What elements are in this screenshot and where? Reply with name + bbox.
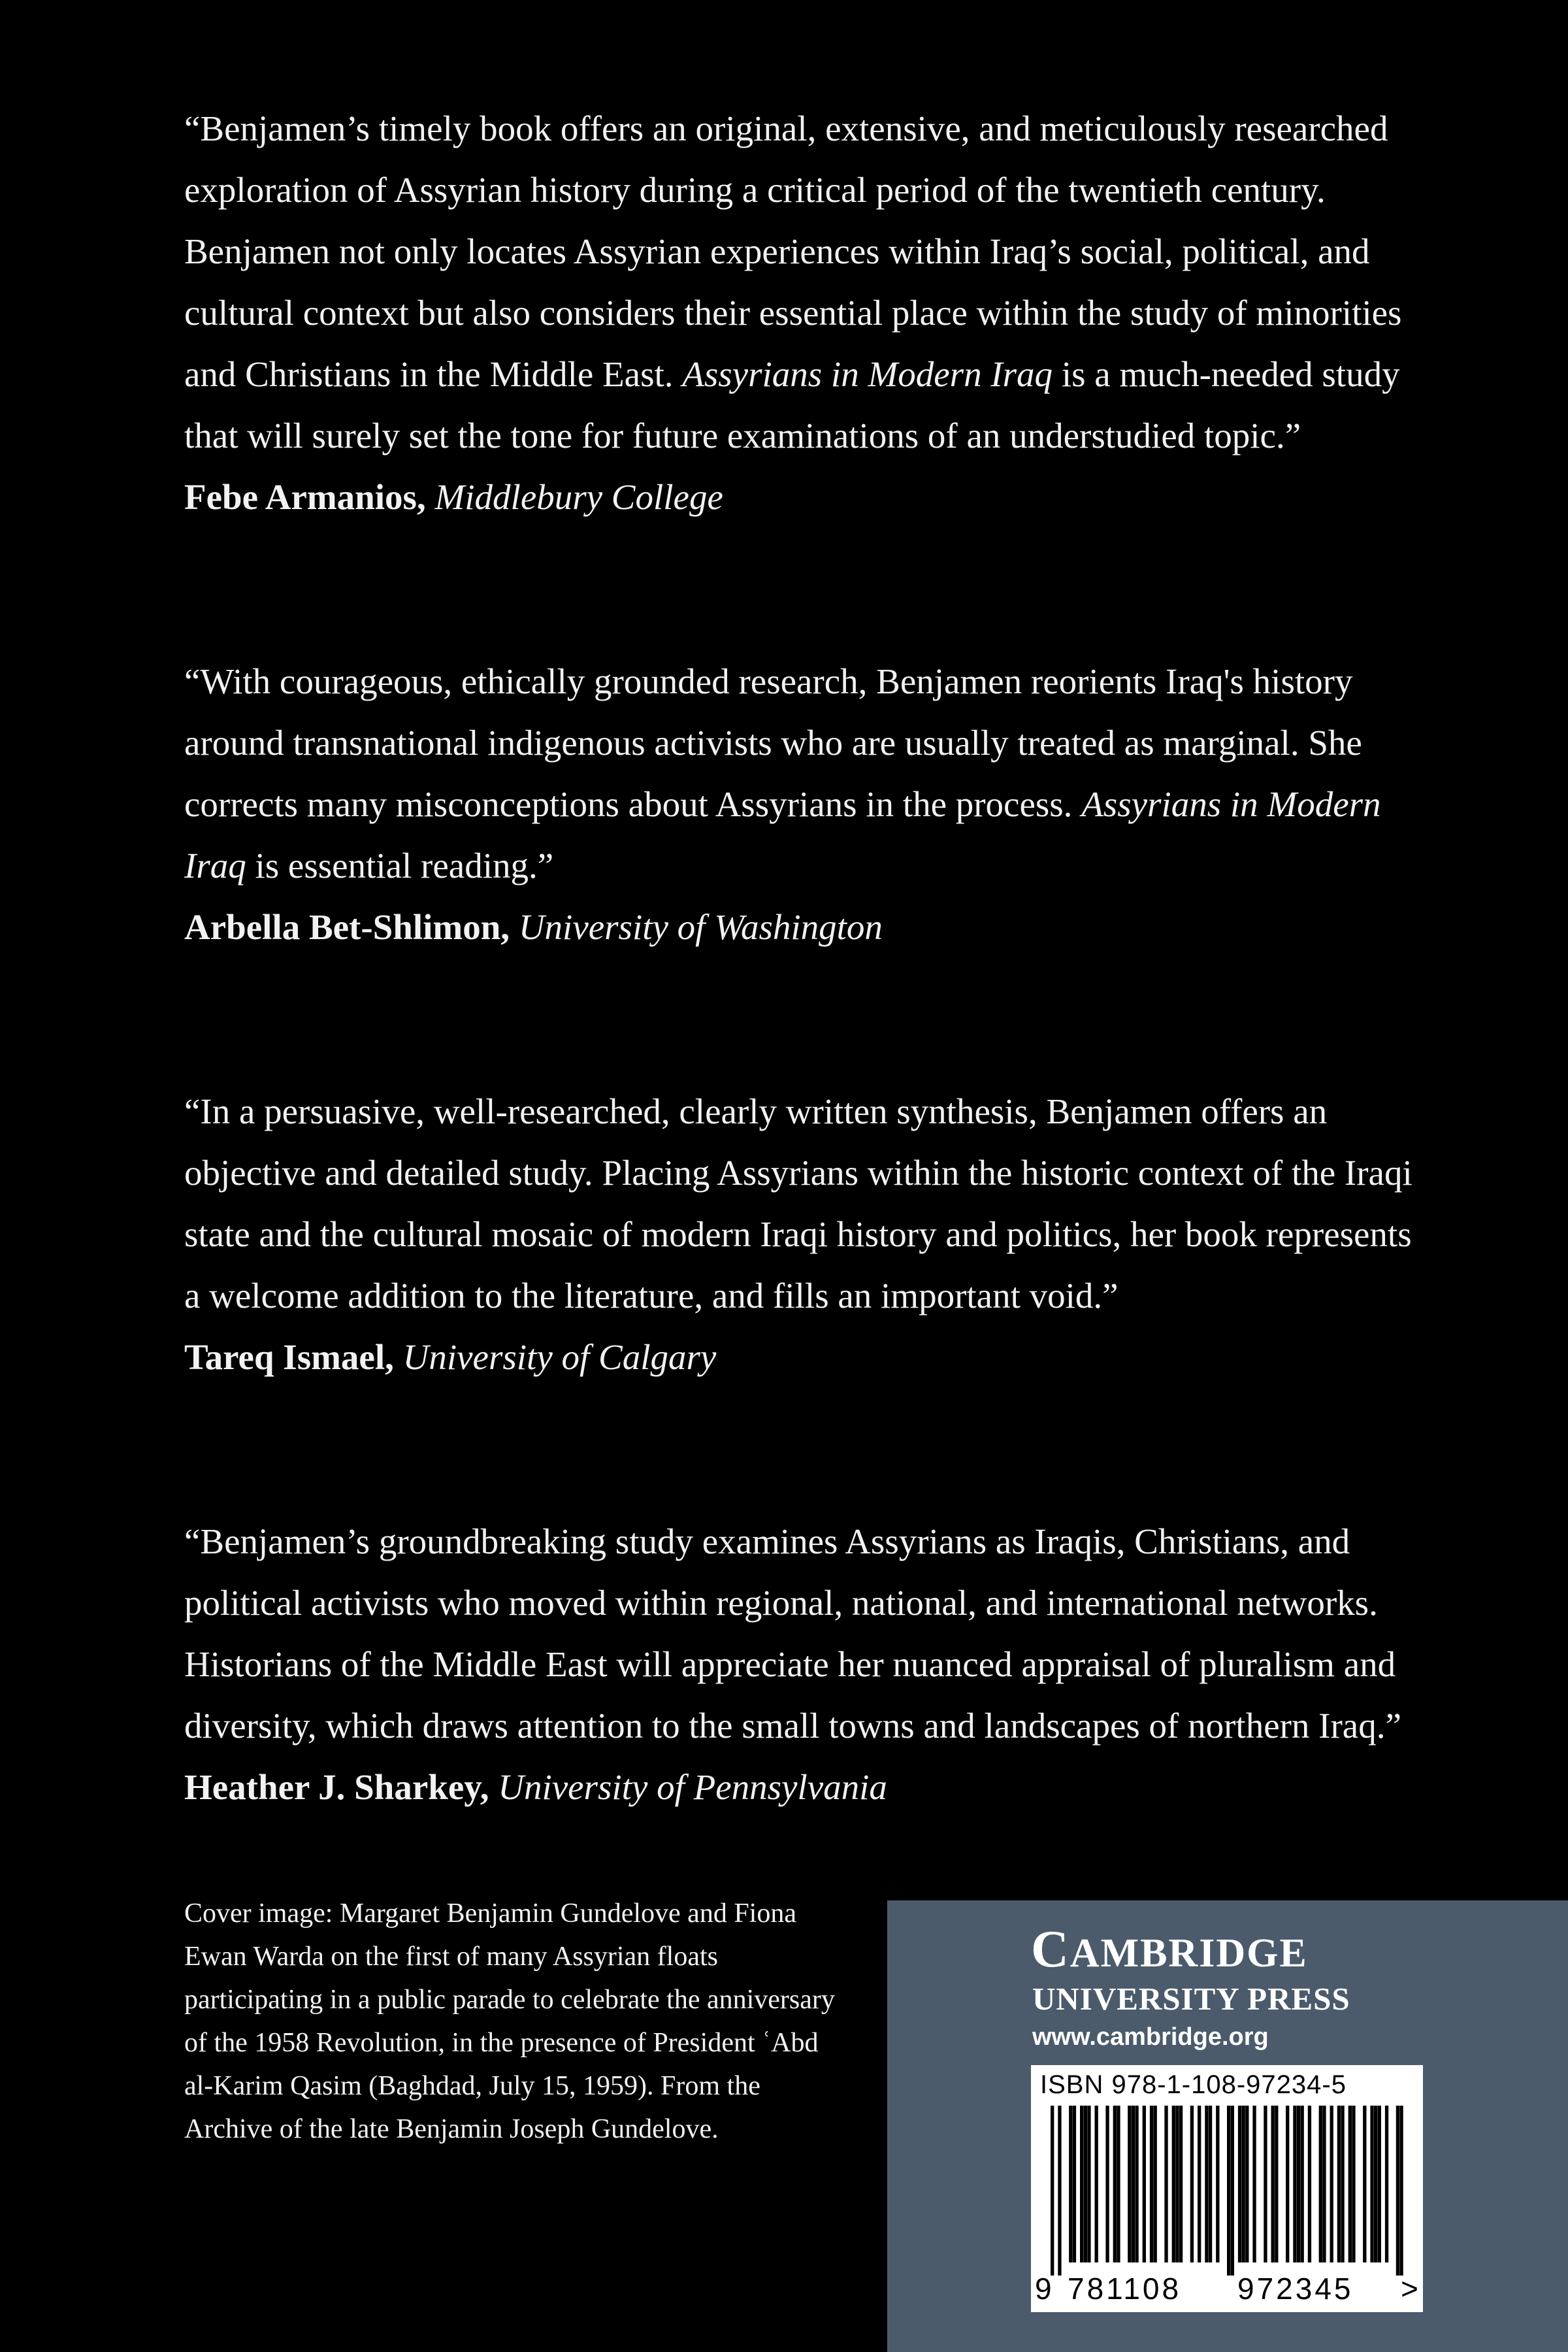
publisher-subtitle: UNIVERSITY PRESS — [1032, 1981, 1350, 2017]
barcode-bar — [1385, 2106, 1388, 2262]
barcode-bar — [1271, 2106, 1275, 2262]
barcode-bar — [1297, 2106, 1300, 2262]
barcode-bar — [1242, 2106, 1245, 2262]
endorsement-quote: “With courageous, ethically grounded research, Benjamen reorients Iraq's history around transnational indigenous activists who are usually treated as marginal. She corrects many misconceptions about Assyrians in the process. Assyrians in Modern Iraq is essential reading.” — [184, 661, 1381, 886]
barcode-digit-first: 9 — [1035, 2272, 1052, 2306]
barcode-digits-right: 972345 — [1237, 2272, 1354, 2306]
barcode-bar — [1245, 2106, 1249, 2262]
publisher-logo: CAMBRIDGE — [1031, 1921, 1308, 1978]
endorsement-quote: “In a persuasive, well-researched, clearly written synthesis, Benjamen offers an objective and detailed study. Placing Assyrians within the historic context of the Iraqi state and the cultural mosaic of modern Iraqi history and politics, her book represents a welcome addition to the literature, and fills an important void.” — [184, 1091, 1413, 1316]
barcode-bars — [1051, 2106, 1403, 2276]
barcode-bar — [1132, 2106, 1135, 2262]
barcode-bar — [1105, 2106, 1109, 2262]
barcode-bar — [1370, 2106, 1373, 2262]
endorsement-quote: “Benjamen’s timely book offers an original, extensive, and meticulously researched exploration of Assyrian history during a critical period of the twentieth century. Benjamen not only locates Assyrian experiences within Iraq’s social, political, and cultural context but also considers their essential place within the study of minorities and Christians in the Middle East. Assyrians in Modern Iraq is a much-needed study that will surely set the tone for future examinations of an understudied topic.” — [184, 108, 1402, 455]
barcode-bar — [1190, 2106, 1194, 2262]
barcode-bar — [1087, 2106, 1090, 2262]
endorser-institution: University of Calgary — [402, 1337, 717, 1377]
barcode-bar — [1179, 2106, 1183, 2262]
barcode-bar — [1080, 2106, 1083, 2262]
barcode-bar — [1322, 2106, 1326, 2262]
barcode-bar — [1374, 2106, 1377, 2262]
endorsement-3 — [184, 1081, 1426, 1388]
endorsement-attribution — [184, 1327, 1426, 1388]
barcode-arrow: > — [1401, 2272, 1418, 2306]
endorsement-2 — [184, 651, 1426, 958]
endorsement-quote: “Benjamen’s groundbreaking study examines Assyrians as Iraqis, Christians, and political activists who moved within regional, national, and international networks. Historians of the Middle East will appreciate her nuanced appraisal of pluralism and diversity, which draws attention to the small towns and landscapes of northern Iraq.” — [184, 1521, 1401, 1746]
barcode-bar — [1227, 2106, 1230, 2276]
endorsements — [184, 98, 1426, 1818]
barcode-bar — [1095, 2106, 1098, 2262]
endorsement-4 — [184, 1511, 1426, 1818]
book-title: Assyrians in Modern Iraq — [682, 354, 1053, 394]
barcode-bar — [1084, 2106, 1087, 2262]
barcode-bar — [1348, 2106, 1352, 2262]
barcode-bar — [1069, 2106, 1072, 2262]
barcode-bar — [1252, 2106, 1256, 2262]
publisher-website: www.cambridge.org — [1032, 2023, 1269, 2051]
publisher-panel — [887, 1900, 1568, 2352]
barcode-bar — [1209, 2106, 1212, 2262]
endorsement-attribution — [184, 1757, 1426, 1818]
barcode-bar — [1073, 2106, 1076, 2262]
barcode-bar — [1308, 2106, 1311, 2262]
cover-image-caption: Cover image: Margaret Benjamin Gundelove and Fiona Ewan Warda on the first of many Assyrian floats participating in a public parade to celebrate the anniversary of the 1958 Revolution, in the presence of President ʿAbd al-Karim Qasim (Baghdad, July 15, 1959). From the Archive of the late Benjamin Joseph Gundelove. — [184, 1898, 835, 2144]
endorser-institution: University of Washington — [518, 907, 883, 947]
barcode-bar — [1135, 2106, 1138, 2262]
endorser-name: Tareq Ismael, — [184, 1337, 394, 1377]
barcode-bar — [1286, 2106, 1289, 2262]
barcode-bar — [1399, 2106, 1403, 2276]
barcode-bar — [1319, 2106, 1322, 2262]
barcode-bar — [1205, 2106, 1208, 2262]
endorsement-1 — [184, 98, 1426, 528]
endorser-institution: Middlebury College — [434, 477, 723, 517]
barcode-bar — [1216, 2106, 1219, 2262]
endorsement-attribution — [184, 467, 1426, 528]
barcode-bar — [1117, 2106, 1120, 2262]
barcode-bar — [1058, 2106, 1061, 2276]
barcode-bar — [1238, 2106, 1241, 2262]
barcode-bar — [1337, 2106, 1341, 2262]
barcode-bar — [1275, 2106, 1278, 2262]
barcode-bar — [1231, 2106, 1234, 2276]
barcode-bar — [1330, 2106, 1333, 2262]
isbn-barcode — [1031, 2065, 1423, 2312]
endorser-institution: University of Pennsylvania — [498, 1767, 887, 1807]
barcode-bar — [1198, 2106, 1201, 2262]
isbn-label: ISBN 978-1-108-97234-5 — [1040, 2070, 1347, 2099]
barcode-bar — [1172, 2106, 1175, 2262]
barcode-bar — [1301, 2106, 1304, 2262]
endorser-name: Febe Armanios, — [184, 477, 426, 517]
barcode-bar — [1128, 2106, 1131, 2262]
barcode-bar — [1154, 2106, 1157, 2262]
endorser-name: Arbella Bet-Shlimon, — [184, 907, 510, 947]
barcode-bar — [1051, 2106, 1054, 2276]
book-title: Assyrians in Modern Iraq — [184, 784, 1381, 886]
barcode-bar — [1164, 2106, 1168, 2262]
barcode-digits — [1031, 2269, 1423, 2308]
endorsement-attribution — [184, 897, 1426, 958]
barcode-bar — [1264, 2106, 1267, 2262]
barcode-bar — [1175, 2106, 1179, 2262]
endorser-name: Heather J. Sharkey, — [184, 1767, 489, 1807]
barcode-bar — [1363, 2106, 1366, 2262]
barcode-bar — [1352, 2106, 1355, 2262]
barcode-bar — [1396, 2106, 1399, 2276]
barcode-bar — [1293, 2106, 1296, 2262]
barcode-bar — [1341, 2106, 1344, 2262]
barcode-digits-left: 781108 — [1068, 2272, 1182, 2306]
barcode-bar — [1113, 2106, 1117, 2262]
barcode-bar — [1150, 2106, 1153, 2262]
barcode-bar — [1143, 2106, 1146, 2262]
barcode-bar — [1378, 2106, 1381, 2262]
